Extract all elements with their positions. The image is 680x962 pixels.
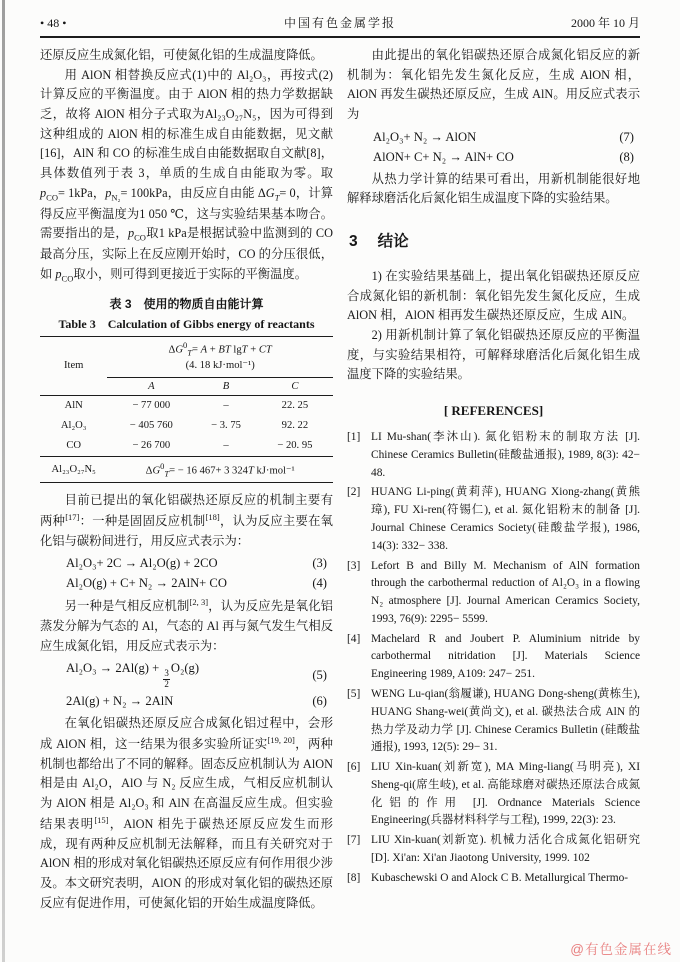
equation-3 xyxy=(40,556,333,571)
table-row xyxy=(40,395,333,416)
reference-number: [3] xyxy=(347,559,361,572)
equation-4 xyxy=(40,576,333,591)
cell-a: − 77 000 xyxy=(132,400,171,412)
equation-body: Al₂O₃+ 2C → Al₂O(g) + 2CO xyxy=(66,556,218,571)
reference-number: [8] xyxy=(347,871,361,884)
reference-item xyxy=(347,870,640,888)
equation-number: (4) xyxy=(312,576,327,591)
table3-caption-en: Table 3 Calculation of Gibbs energy of reactants xyxy=(58,317,315,332)
reference-item xyxy=(347,484,640,555)
equation-body: AlON+ C+ N₂ → AlN+ CO xyxy=(373,149,514,164)
equation-number: (6) xyxy=(312,694,327,709)
paragraph-alon-substitution: 用 AlON 相替换反应式(1)中的 Al₂O₃，再按式(2)计算反应的平衡温度。由于 AlON 相的热力学数据缺乏，故将 AlON 相分子式取为Al₂₃O₂₇N₅，因为可得到这种组成的 AlON 相的标准生成自由能数据，见文献[16]，AlN 和 CO 的标准生成自由能数据取自文献[8]，具体数值列于表 3，单质的生成自由能取为零。取 $p_{CO}= 1kPa$，$p_{N_2}= 100kPa$，由反应自由能 $\Delta G_T= 0$，计算得反应平衡温度为1 050 ℃，这与实验结果基本吻合。需要指出的是，$p_{CO}$取1 kPa是根据试验中监测到的 CO 最高分压，实际上在反应刚开始时，CO 的分压很低，如 $p_{CO}$取小，则可得到更接近于实际的平衡温度。 xyxy=(40,67,333,284)
reference-text: Machelard R and Joubert P. Aluminium nitride by carbothermal nitridation [J]. Materials Science Engineering 1989, A109: 247− 251. xyxy=(371,632,640,681)
scan-edge-artifact xyxy=(2,0,5,962)
gibbs-formula-unit: (4. 18 kJ·mol⁻¹) xyxy=(185,360,255,372)
reference-item xyxy=(347,686,640,757)
equation-number: (8) xyxy=(619,149,634,164)
references-heading: [ REFERENCES] xyxy=(443,403,544,419)
equation-number: (3) xyxy=(312,556,327,571)
equation-number: (5) xyxy=(312,667,327,682)
watermark-text: @有色金属在线 xyxy=(570,942,672,957)
page-number: • 48 • xyxy=(40,16,67,30)
equation-body: Al₂O₃+ N₂ → AlON xyxy=(373,129,477,144)
cell-item: AlN xyxy=(64,400,83,412)
equation-body: Al₂O(g) + C+ N₂ → 2AlN+ CO xyxy=(66,576,227,591)
left-column xyxy=(40,46,333,913)
paragraph-alon-discussion: 在氧化铝碳热还原反应合成氮化铝过程中，会形成 AlON 相，这一结果为很多实验所证实[19, 20]，两种机制也都给出了不同的解释。固态反应机制认为 AlON 相是由 Al₂O，AlO 与 N₂ 反应生成，气相反应机制认为 AlON 相是 Al₂O₃ 和 AlN 在高温反应生成。但实验结果表明[15]，AlON 相先于碳热还原反应发生而形成，现有两种反应机制无法解释，而且有关研究对于 AlON 相的形成对氧化铝碳热还原反应有何作用很少涉及。本文研究表明，AlON 的形成对氧化铝的碳热还原反应有促进作用，可使氮化铝的开始生成温度降低。 xyxy=(40,716,333,910)
reference-text: WENG Lu-qian(翁履谦), HUANG Dong-sheng(黄栋生), HUANG Shang-wei(黄尚文), et al. 碳热法合成 AlN 的热力学及动力学 [J]. Chinese Ceramics Bulletin (硅酸盐通报), 1993, 12(5): 29− 31. xyxy=(371,688,640,754)
paragraph-new-mechanism: 由此提出的氧化铝碳热还原合成氮化铝反应的新机制为：氧化铝先发生氮化反应，生成 AlON 相，AlON 再发生碳热还原反应，生成 AlN。用反应式表示为 xyxy=(347,48,640,122)
table-row xyxy=(40,416,333,436)
reference-number: [7] xyxy=(347,834,361,847)
gibbs-energy-table xyxy=(40,336,333,483)
footer-formula: $\Delta G^0_T= - 16$ 467+ 3 324T kJ·mol⁻¹ xyxy=(107,456,333,483)
cell-a: − 405 760 xyxy=(129,420,173,432)
equation-body: Al₂O₃ → 2Al(g) + $\frac{3}{2}$ O₂(g) xyxy=(66,661,200,689)
table-header-item: Item xyxy=(40,337,107,395)
equation-number: (7) xyxy=(619,129,634,144)
equation-8 xyxy=(347,150,640,165)
reference-item xyxy=(347,429,640,482)
page-header xyxy=(40,14,640,38)
cell-b: − 3. 75 xyxy=(211,420,241,432)
reference-item xyxy=(347,631,640,684)
table-col-a: A xyxy=(107,377,195,395)
paragraph-mechanisms-intro: 目前已提出的氧化铝碳热还原反应的机制主要有两种[17]：一种是固固反应机制[18]，认为反应主要在氧化铝与碳粉间进行，用反应式表示为： xyxy=(40,493,333,548)
reference-item xyxy=(347,832,640,868)
equation-7 xyxy=(347,130,640,145)
reference-text: LIU Xin-kuan(刘新宽). 机械力活化合成氮化铝研究 [D]. Xi'an: Xi'an Jiaotong University, 1999. 102 xyxy=(371,834,640,865)
section-title: 结论 xyxy=(377,233,409,251)
table-footer-row xyxy=(40,456,333,483)
reference-text: Kubaschewski O and Alock C B. Metallurgical Thermo- xyxy=(371,871,629,884)
footer-item: Al₂₃O₂₇N₅ xyxy=(40,456,107,483)
paragraph-thermo-result: 从热力学计算的结果可看出，用新机制能很好地解释球磨活化后氮化铝生成温度下降的实验结果。 xyxy=(347,171,640,206)
reference-item xyxy=(347,759,640,830)
conclusion-item-2: 2) 用新机制计算了氧化铝碳热还原反应的平衡温度，与实验结果相符，可解释球磨活化后氮化铝生成温度下降的实验结果。 xyxy=(347,328,640,382)
reference-text: HUANG Li-ping(黄莉萍), HUANG Xiong-zhang(黄熊璋), FU Xi-ren(符锡仁), et al. 氮化铝粉末的制备 [J]. Journal Chinese Ceramics Society(硅酸盐学报), 1986, 14(3): 332− 338. xyxy=(371,486,640,552)
reference-item xyxy=(347,558,640,629)
reference-number: [1] xyxy=(347,431,361,444)
gibbs-formula: $\Delta G^0_T= A$ + BT lgT + CT xyxy=(168,340,272,358)
cell-c: 22. 25 xyxy=(281,400,309,412)
equation-6 xyxy=(40,694,333,709)
cell-b: – xyxy=(223,400,229,412)
cell-item: Al₂O₃ xyxy=(60,420,87,432)
reference-text: LIU Xin-kuan(刘新宽), MA Ming-liang(马明亮), XI Sheng-qi(席生岐), et al. 高能球磨对碳热还原法合成氮化铝的作用 [J]. Ordnance Materials Science Engineering(兵器材料科学与工程), 1999, 22(3): 23. xyxy=(371,761,640,827)
reference-number: [2] xyxy=(347,486,361,499)
section-number: 3 xyxy=(349,233,358,251)
cell-a: − 26 700 xyxy=(132,440,171,452)
paragraph-continuation: 还原反应生成氮化铝，可使氮化铝的生成温度降低。 xyxy=(40,48,323,62)
cell-item: CO xyxy=(66,440,82,452)
reference-text: Lefort B and Billy M. Mechanism of AlN formation through the carbothermal reduction of Al₂O₃ in a flowing N₂ atmosphere [J]. Journal American Ceramics Society, 1993, 76(9): 2295− 5599. xyxy=(371,559,640,625)
equation-5 xyxy=(40,661,333,689)
reference-text: LI Mu-shan(李沐山). 氮化铝粉末的制取方法 [J]. Chinese Ceramics Bulletin(硅酸盐通报), 1989, 8(3): 42− 48. xyxy=(371,431,640,479)
issue-date: 2000 年 10 月 xyxy=(570,16,640,30)
reference-number: [4] xyxy=(347,632,361,645)
cell-c: 92. 22 xyxy=(281,420,309,432)
paragraph-gas-mechanism: 另一种是气相反应机制[2, 3]，认为反应先是氧化铝蒸发分解为气态的 Al，气态的 Al 再与氮气发生气相反应生成氮化铝，用反应式表示为： xyxy=(40,597,333,653)
section-heading-conclusion xyxy=(349,229,640,251)
reference-number: [5] xyxy=(347,688,361,700)
conclusion-item-1: 1) 在实验结果基础上，提出氧化铝碳热还原反应合成氮化铝的新机制：氧化铝先发生氮化反应，生成 AlON 相，AlON 相再发生碳热还原反应，生成 AlN。 xyxy=(347,269,640,323)
cell-b: – xyxy=(223,440,229,452)
right-column xyxy=(347,46,640,913)
equation-body: 2Al(g) + N₂ → 2AlN xyxy=(66,694,174,709)
table-header-formula xyxy=(107,337,333,377)
journal-title: 中国有色金属学报 xyxy=(283,16,396,30)
two-column-body xyxy=(0,38,680,913)
cell-c: − 20. 95 xyxy=(277,440,313,452)
table-row xyxy=(40,436,333,457)
table-col-b: B xyxy=(195,377,257,395)
reference-number: [6] xyxy=(347,761,361,774)
table3-caption-zh: 表 3 使用的物质自由能计算 xyxy=(109,297,264,312)
table-col-c: C xyxy=(257,377,333,395)
